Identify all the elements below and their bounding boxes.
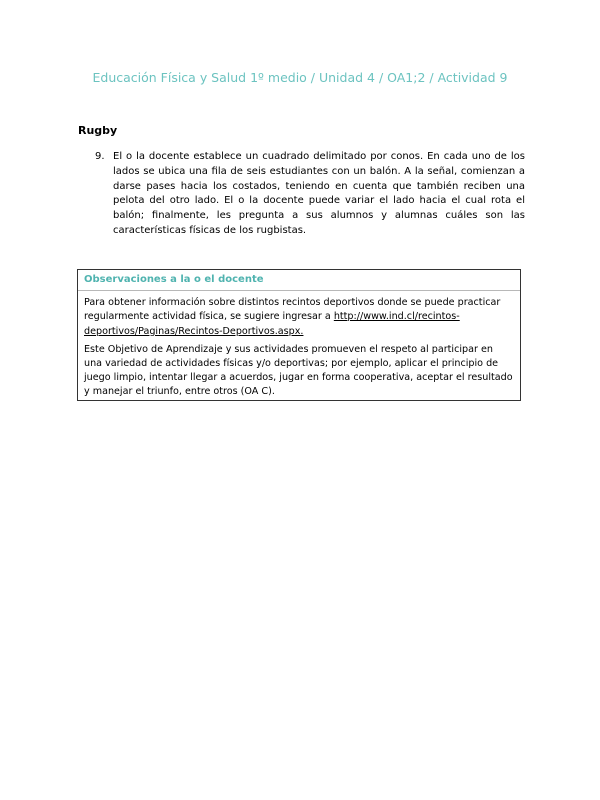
- observations-paragraph-objective: Este Objetivo de Aprendizaje y sus actividades promueven el respeto al participar en una variedad de actividades físicas y/o deportivas; por ejemplo, aplicar el principio de juego limpio, intentar llegar a acuerdos, jugar en forma cooperativa, aceptar el resultado y manejar el triunfo, entre otros (OA C).: [84, 343, 513, 398]
- page-breadcrumb: Educación Física y Salud 1º medio / Unidad 4 / OA1;2 / Actividad 9: [92, 70, 508, 85]
- section-title: Rugby: [78, 124, 118, 137]
- teacher-observations-box: [77, 269, 521, 401]
- observations-resources-text: Para obtener información sobre distintos recintos deportivos donde se puede practicar regularmente actividad física, se sugiere ingresar a: [84, 297, 501, 323]
- observations-paragraph-resources: [84, 296, 514, 339]
- activity-text: El o la docente establece un cuadrado delimitado por conos. En cada uno de los lados se ubica una fila de seis estudiantes con un balón. A la señal, comienzan a darse pases hacia los costados, teniendo en cuenta que también reciben una pelota del otro lado. El o la docente puede variar el lado hacia el cual rota el balón; finalmente, les pregunta a sus alumnos y alumnas cuáles son las características físicas de los rugbistas.: [113, 151, 525, 236]
- activity-item: [95, 150, 525, 239]
- observations-title: Observaciones a la o el docente: [78, 273, 520, 291]
- recintos-deportivos-link[interactable]: http://www.ind.cl/recintos-deportivos/Paginas/Recintos-Deportivos.aspx.: [84, 311, 460, 337]
- activity-number: 9.: [95, 151, 105, 162]
